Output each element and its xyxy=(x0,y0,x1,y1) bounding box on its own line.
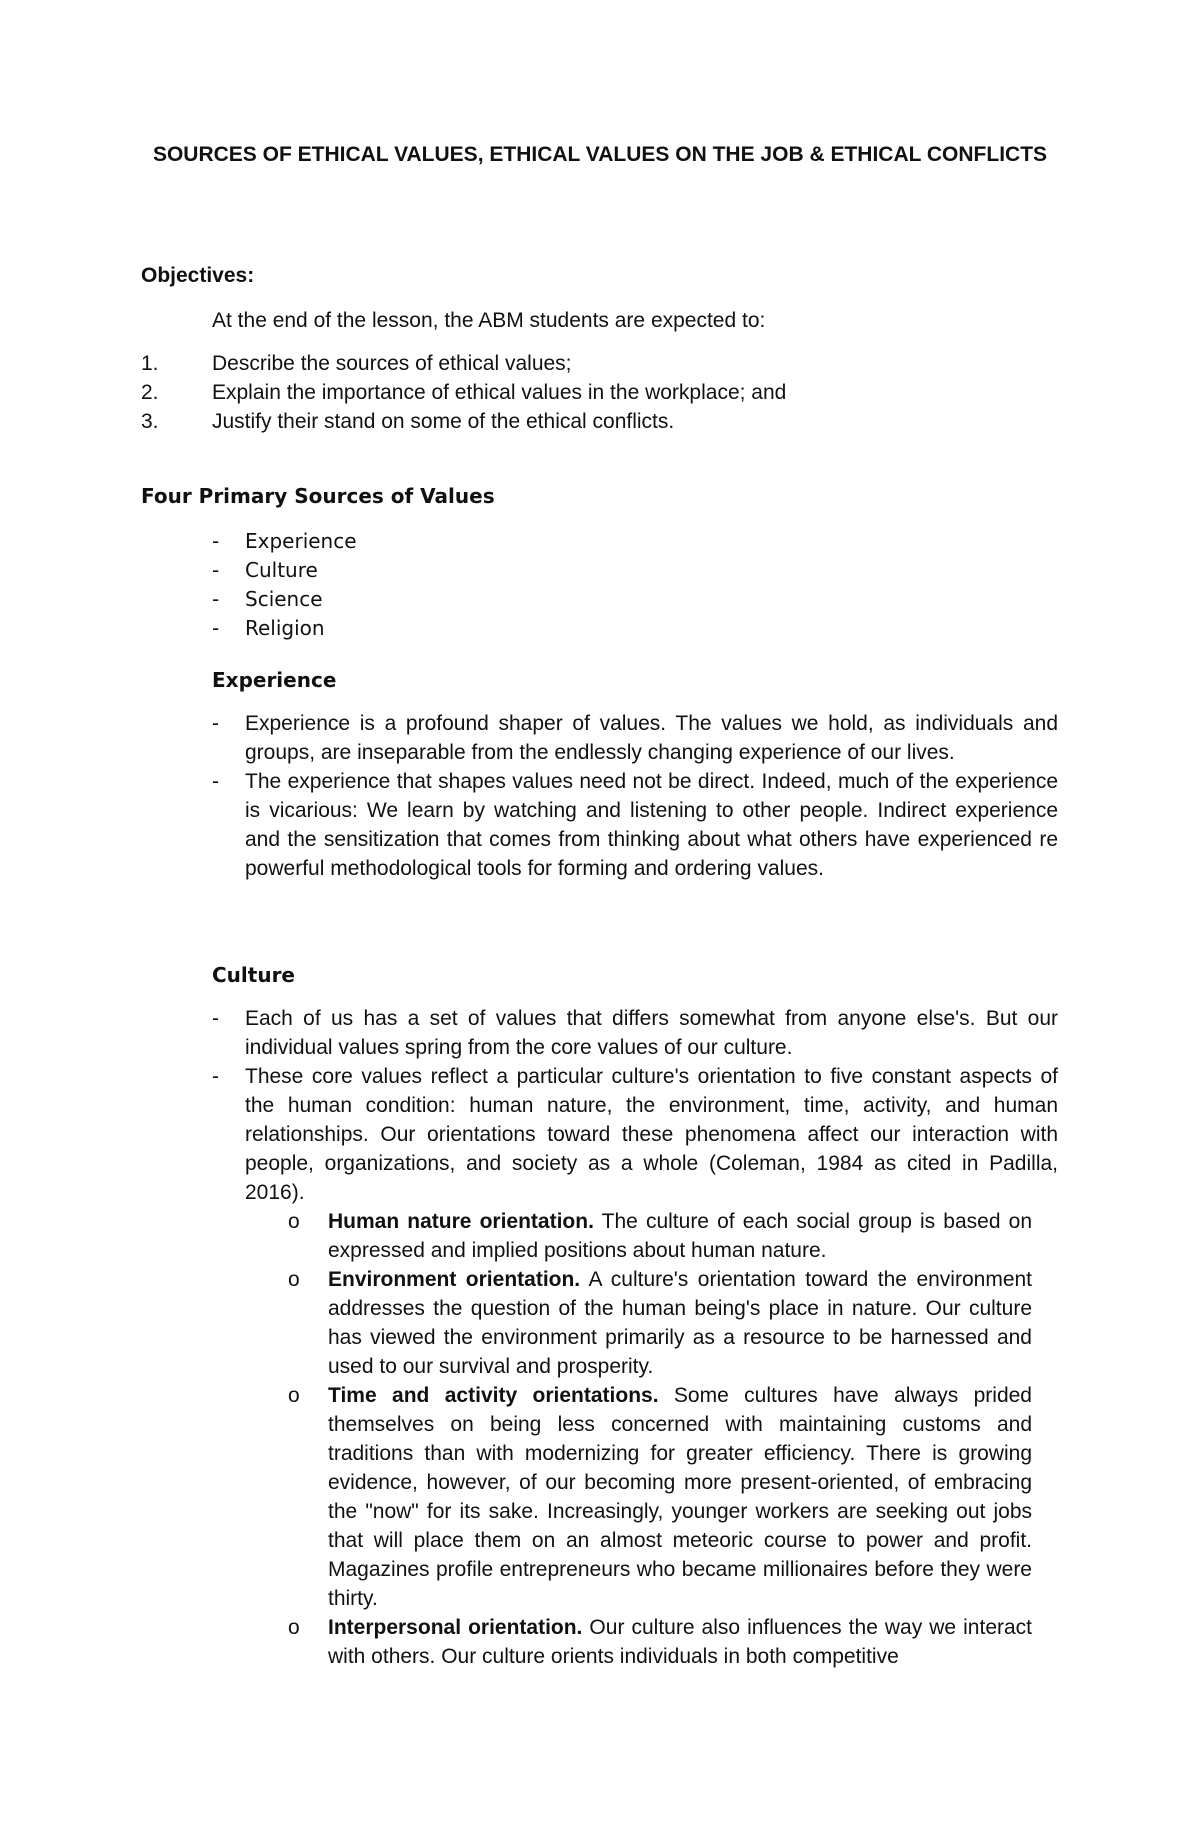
list-number: 3. xyxy=(141,410,159,433)
sources-list xyxy=(212,527,357,643)
sources-heading: Four Primary Sources of Values xyxy=(141,484,495,508)
objectives-intro: At the end of the lesson, the ABM students are expected to: xyxy=(212,309,766,332)
list-item xyxy=(212,585,357,614)
dash-marker: - xyxy=(212,616,220,640)
circle-bullet: o xyxy=(288,1616,300,1639)
list-item xyxy=(288,1381,1032,1613)
dash-marker: - xyxy=(212,1007,219,1030)
paragraph-text: These core values reflect a particular culture's orientation to five constant aspects of the human condition: human nature, the environment, time, activity, and human relationships. Our orientations toward these phenomena affect our interaction with people, organizations, and society as a whole (Coleman, 1984 as cited in Padilla, 2016). xyxy=(245,1065,1058,1204)
circle-bullet: o xyxy=(288,1210,300,1233)
orientation-term: Time and activity orientations. xyxy=(328,1384,659,1407)
dash-marker: - xyxy=(212,1065,219,1088)
orientation-text: A culture's orientation toward the environment addresses the question of the human being's place in nature. Our culture has viewed the environment primarily as a resource to be harnessed and used to our survival and prosperity. xyxy=(328,1268,1033,1378)
culture-list xyxy=(212,1004,1058,1671)
orientation-text: The culture of each social group is based on expressed and implied positions about human nature. xyxy=(328,1210,1032,1262)
list-item xyxy=(141,407,786,436)
list-item-text: Experience xyxy=(245,529,357,553)
list-item xyxy=(212,709,1058,767)
dash-marker: - xyxy=(212,558,220,582)
dash-marker: - xyxy=(212,712,219,735)
list-item xyxy=(212,556,357,585)
list-item xyxy=(141,378,786,407)
list-number: 1. xyxy=(141,352,159,375)
orientation-text: Our culture also influences the way we interact with others. Our culture orients individuals in both competitive xyxy=(328,1616,1033,1668)
experience-heading: Experience xyxy=(212,668,337,692)
list-item xyxy=(288,1265,1032,1381)
list-item-text: Science xyxy=(245,587,323,611)
orientation-term: Environment orientation. xyxy=(328,1268,581,1291)
circle-bullet: o xyxy=(288,1268,300,1291)
list-item-text: Religion xyxy=(245,616,325,640)
list-item xyxy=(212,1004,1058,1062)
orientation-text: Some cultures have always prided themselves on being less concerned with maintaining customs and traditions than with modernizing for greater efficiency. There is growing evidence, however, of our becoming more present-oriented, of embracing the "now" for its sake. Increasingly, younger workers are seeking out jobs that will place them on an almost meteoric course to power and profit. Magazines profile entrepreneurs who became millionaires before they were thirty. xyxy=(328,1384,1032,1610)
list-number: 2. xyxy=(141,381,159,404)
culture-heading: Culture xyxy=(212,963,295,987)
dash-marker: - xyxy=(212,587,220,611)
list-item xyxy=(288,1613,1032,1671)
paragraph-text: The experience that shapes values need not be direct. Indeed, much of the experience is vicarious: We learn by watching and listening to other people. Indirect experience and the sensitization that comes from thinking about what others have experienced re powerful methodological tools for forming and ordering values. xyxy=(245,770,1058,880)
list-item xyxy=(212,1062,1058,1671)
objectives-heading: Objectives: xyxy=(141,264,255,287)
orientation-list xyxy=(288,1207,1032,1671)
list-item-text: Describe the sources of ethical values; xyxy=(212,352,572,375)
orientation-term: Human nature orientation. xyxy=(328,1210,594,1233)
experience-list xyxy=(212,709,1058,883)
list-item-text: Justify their stand on some of the ethical conflicts. xyxy=(212,410,675,433)
orientation-term: Interpersonal orientation. xyxy=(328,1616,583,1639)
list-item xyxy=(212,527,357,556)
circle-bullet: o xyxy=(288,1384,300,1407)
dash-marker: - xyxy=(212,770,219,793)
list-item-text: Culture xyxy=(245,558,318,582)
objectives-list xyxy=(141,349,786,436)
list-item xyxy=(141,349,786,378)
list-item-text: Explain the importance of ethical values in the workplace; and xyxy=(212,381,787,404)
paragraph-text: Experience is a profound shaper of values. The values we hold, as individuals and groups, are inseparable from the endlessly changing experience of our lives. xyxy=(245,712,1058,764)
page-title: SOURCES OF ETHICAL VALUES, ETHICAL VALUES ON THE JOB & ETHICAL CONFLICTS xyxy=(152,143,1048,166)
list-item xyxy=(212,614,357,643)
dash-marker: - xyxy=(212,529,220,553)
paragraph-text: Each of us has a set of values that differs somewhat from anyone else's. But our individual values spring from the core values of our culture. xyxy=(245,1007,1058,1059)
list-item xyxy=(212,767,1058,883)
list-item xyxy=(288,1207,1032,1265)
